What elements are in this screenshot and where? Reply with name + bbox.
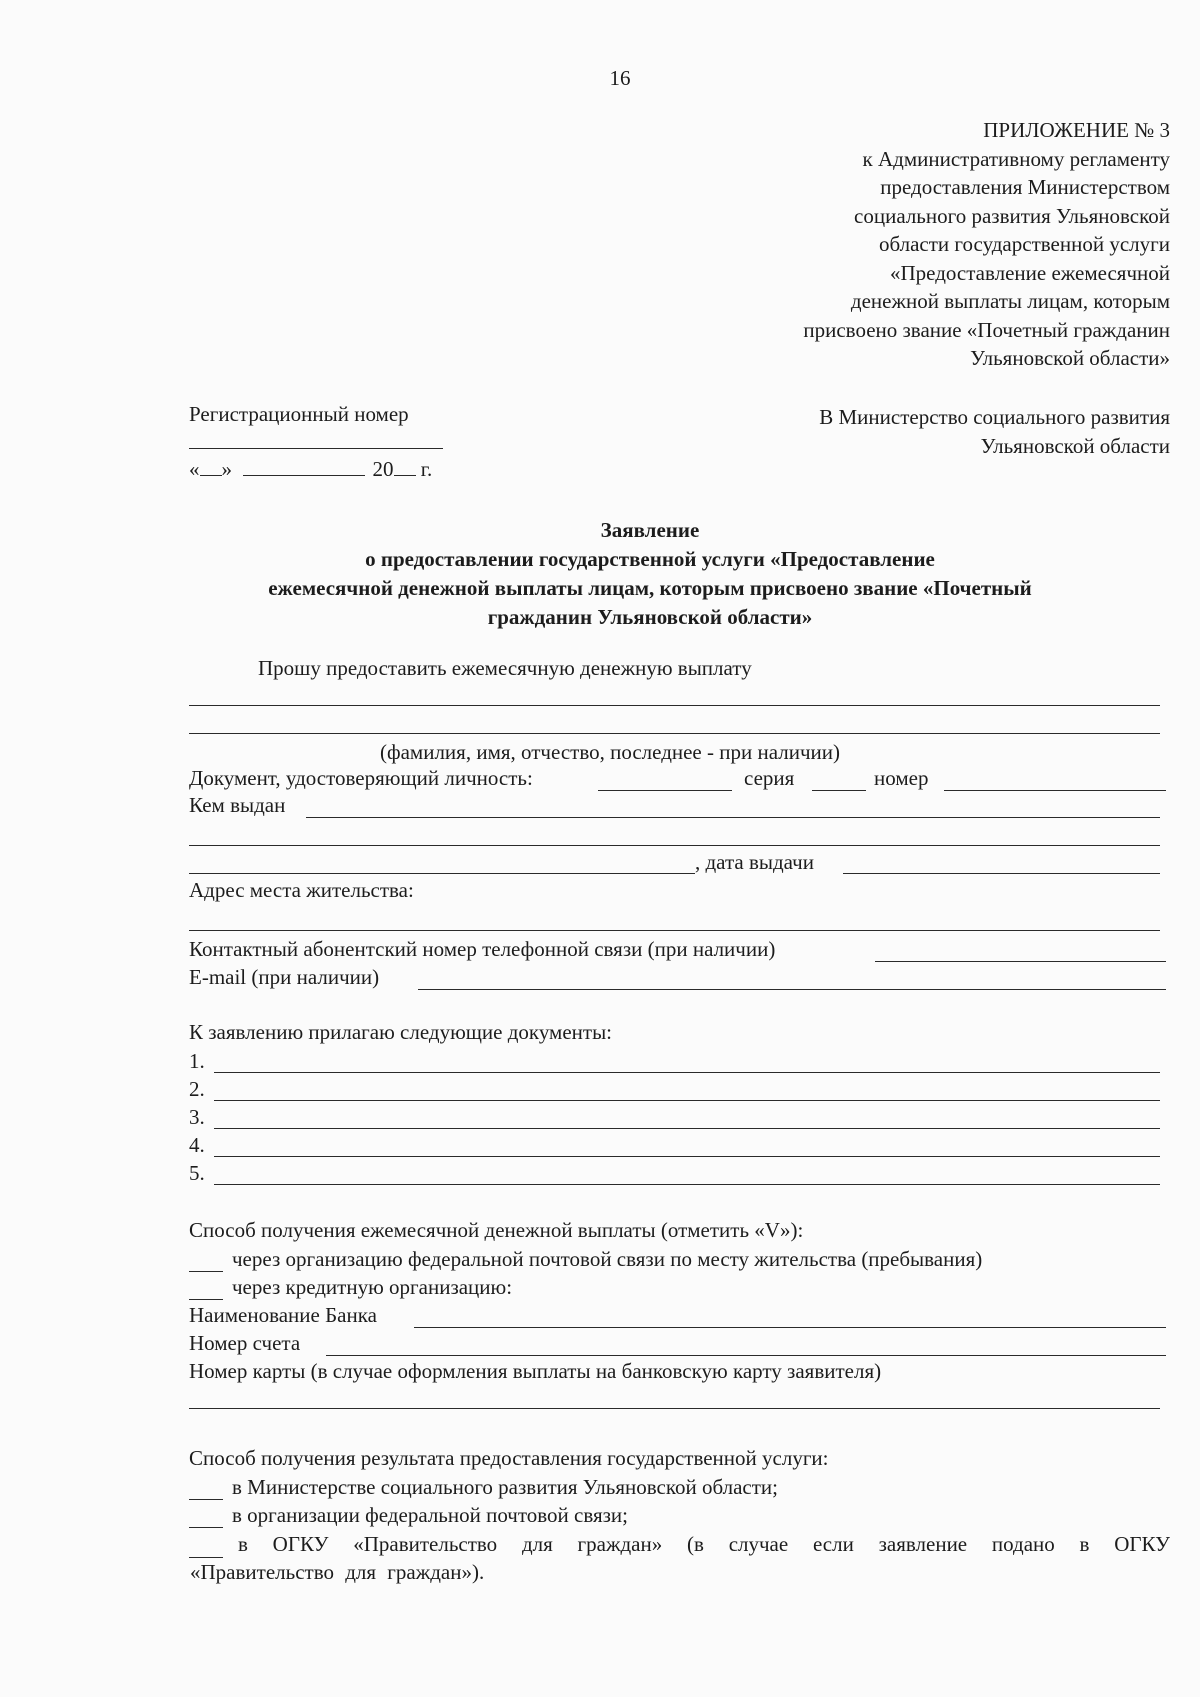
registration-label: Регистрационный номер [189, 402, 409, 426]
result-ministry-checkbox[interactable] [189, 1499, 223, 1500]
date-year-prefix: 20 [372, 457, 394, 481]
address-field[interactable] [189, 930, 1160, 931]
registration-date [189, 455, 432, 483]
addressee-block [700, 403, 1170, 461]
card-number-field[interactable] [189, 1408, 1160, 1409]
result-method-label: Способ получения результата предоставления государственной услуги: [189, 1446, 829, 1470]
email-label: E-mail (при наличии) [189, 965, 380, 989]
result-post-option: в организации федеральной почтовой связи; [232, 1503, 629, 1527]
issued-by-label: Кем выдан [189, 793, 286, 817]
appendix-line: Ульяновской области» [970, 346, 1170, 370]
registration-number-field[interactable] [189, 448, 443, 449]
appendix-line: предоставления Министерством [880, 175, 1170, 199]
card-label: Номер карты (в случае оформления выплаты на банковскую карту заявителя) [189, 1359, 882, 1383]
application-title-line: ежемесячной денежной выплаты лицам, которым присвоено звание «Почетный [268, 576, 1032, 600]
payment-method-label: Способ получения ежемесячной денежной выплаты (отметить «V»): [189, 1218, 804, 1242]
address-label: Адрес места жительства: [189, 878, 414, 902]
date-close-quote: » [221, 457, 232, 481]
email-field[interactable] [418, 989, 1166, 990]
attachment-number: 4. [189, 1133, 205, 1157]
result-post-checkbox[interactable] [189, 1527, 223, 1528]
appendix-line: «Предоставление ежемесячной [889, 260, 1170, 285]
application-title: Заявление [600, 518, 700, 542]
appendix-heading: ПРИЛОЖЕНИЕ № 3 [983, 118, 1170, 142]
result-ogku-text: в ОГКУ «Правительство для граждан» (в случае если заявление подано в ОГКУ «Правительство для граждан»). [190, 1532, 1170, 1584]
phone-field[interactable] [875, 961, 1166, 962]
payment-bank-checkbox[interactable] [189, 1299, 223, 1300]
application-title-line: гражданин Ульяновской области» [487, 605, 813, 629]
fullname-field-line-2[interactable] [189, 733, 1160, 734]
attachment-number: 1. [189, 1049, 205, 1073]
attachment-field-1[interactable] [214, 1072, 1160, 1073]
series-label: серия [744, 766, 795, 790]
attachment-field-4[interactable] [214, 1156, 1160, 1157]
account-label: Номер счета [189, 1331, 301, 1355]
attachment-field-2[interactable] [214, 1100, 1160, 1101]
payment-bank-option: через кредитную организацию: [232, 1275, 513, 1299]
issue-date-field[interactable] [843, 873, 1160, 874]
attachment-number: 3. [189, 1105, 205, 1129]
date-day-field[interactable] [200, 457, 222, 476]
issued-by-field-2[interactable] [189, 845, 1160, 846]
application-title-line: о предоставлении государственной услуги «Предоставление [365, 547, 935, 571]
attachments-label: К заявлению прилагаю следующие документы: [189, 1020, 613, 1044]
fullname-field-line-1[interactable] [189, 705, 1160, 706]
appendix-line: социального развития Ульяновской [854, 203, 1170, 228]
date-year-suffix: г. [420, 457, 433, 481]
payment-post-option: через организацию федеральной почтовой связи по месту жительства (пребывания) [232, 1247, 983, 1271]
bank-name-label: Наименование Банка [189, 1303, 377, 1327]
attachment-field-3[interactable] [214, 1128, 1160, 1129]
date-month-field[interactable] [243, 457, 365, 476]
issue-date-label: , дата выдачи [695, 850, 814, 874]
page-number: 16 [609, 66, 631, 90]
appendix-line: денежной выплаты лицам, которым [850, 289, 1170, 313]
attachment-number: 2. [189, 1077, 205, 1101]
attachment-field-5[interactable] [214, 1184, 1160, 1185]
appendix-block [600, 116, 1170, 373]
appendix-line: присвоено звание «Почетный гражданин [803, 317, 1170, 342]
payment-post-checkbox[interactable] [189, 1271, 223, 1272]
appendix-line: к Административному регламенту [862, 146, 1170, 171]
date-year-field[interactable] [394, 457, 416, 476]
attachment-number: 5. [189, 1161, 205, 1185]
account-field[interactable] [326, 1355, 1166, 1356]
request-text: Прошу предоставить ежемесячную денежную выплату [258, 656, 752, 680]
fullname-hint: (фамилия, имя, отчество, последнее - при наличии) [380, 740, 840, 764]
addressee-line: Ульяновской области [980, 434, 1170, 458]
appendix-line: области государственной услуги [878, 232, 1170, 256]
phone-label: Контактный абонентский номер телефонной связи (при наличии) [189, 937, 776, 961]
issued-by-field-3[interactable] [189, 873, 695, 874]
bank-name-field[interactable] [414, 1327, 1166, 1328]
addressee-line: В Министерство социального развития [819, 405, 1170, 429]
issued-by-field-1[interactable] [306, 817, 1160, 818]
number-field[interactable] [944, 790, 1166, 791]
id-document-label: Документ, удостоверяющий личность: [189, 766, 533, 790]
series-field[interactable] [812, 790, 866, 791]
id-document-field[interactable] [598, 790, 732, 791]
result-ministry-option: в Министерстве социального развития Ульяновской области; [232, 1475, 778, 1499]
number-label: номер [874, 766, 929, 790]
result-ogku-option [190, 1530, 1170, 1586]
date-open-quote: « [189, 457, 200, 481]
